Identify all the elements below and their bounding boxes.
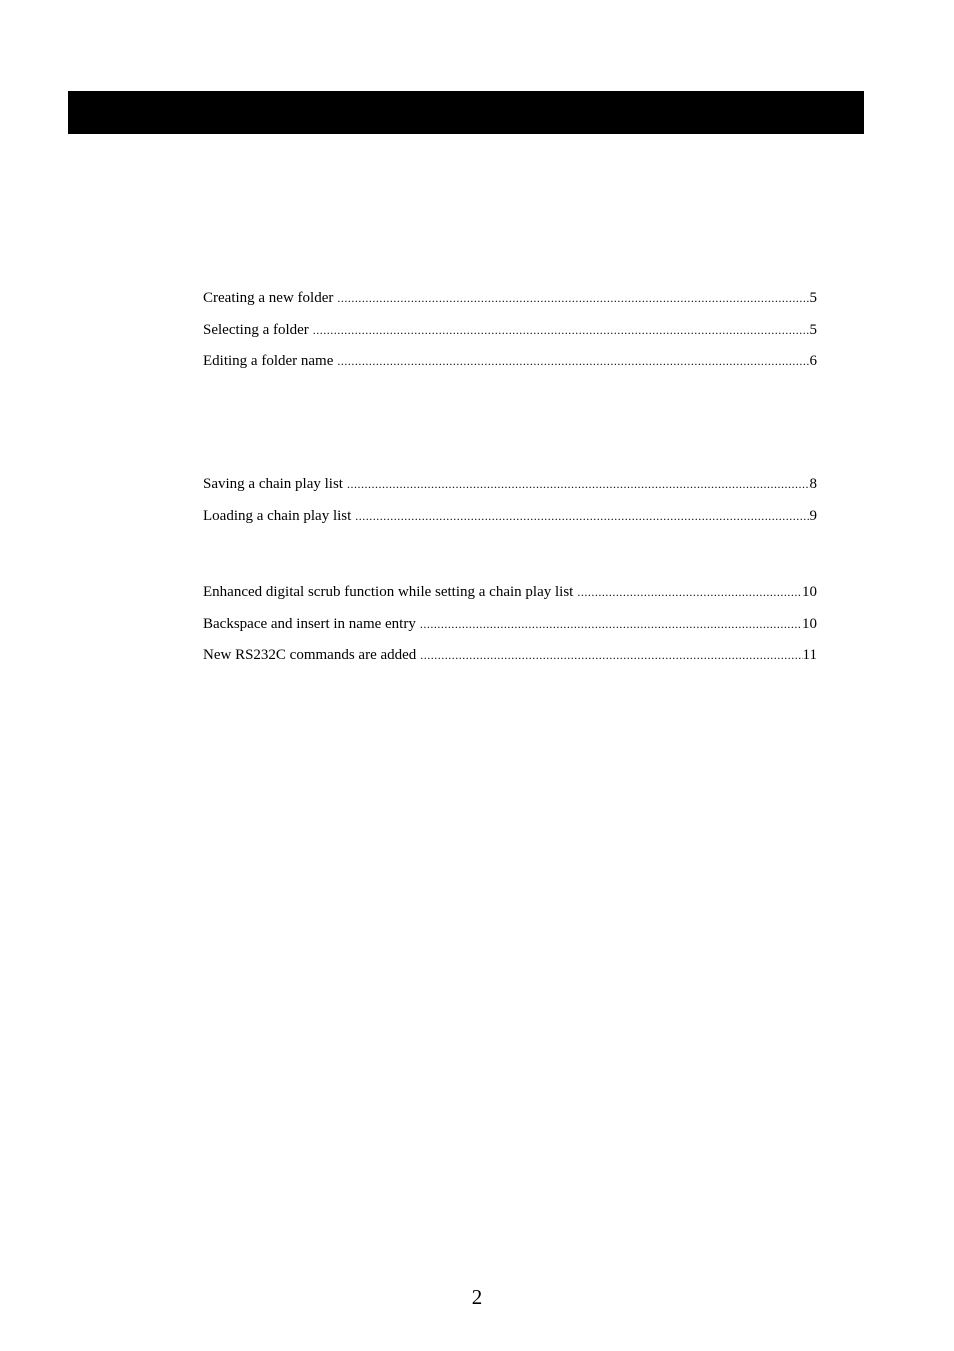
toc-entry[interactable] <box>203 319 817 351</box>
toc-entry-title: Editing a folder name <box>203 353 334 369</box>
toc-entry[interactable] <box>203 350 817 382</box>
toc-entry-title: New RS232C commands are added <box>203 647 417 663</box>
toc-entry[interactable] <box>203 505 817 537</box>
toc-entry-page: 5 <box>809 321 817 338</box>
toc-group-folders <box>203 287 817 382</box>
toc-dot-leader <box>347 473 810 495</box>
page-number: 2 <box>471 1285 483 1309</box>
toc-dot-leader <box>313 319 810 341</box>
header-bar <box>68 91 864 134</box>
toc-dot-leader <box>337 350 809 372</box>
toc-entry-title: Creating a new folder <box>203 290 334 306</box>
toc-entry-title: Selecting a folder <box>203 321 309 338</box>
toc-entry[interactable] <box>203 613 817 645</box>
toc-entry-page: 10 <box>802 615 817 632</box>
toc-dot-leader <box>420 613 802 635</box>
toc-entry-title: Backspace and insert in name entry <box>203 615 416 632</box>
toc-dot-leader <box>577 581 802 603</box>
toc-entry-title: Enhanced digital scrub function while setting a chain play list <box>203 584 574 600</box>
toc-group-chain-play-list <box>203 473 817 536</box>
toc-entry[interactable] <box>203 581 817 613</box>
toc-entry-page: 11 <box>802 647 817 663</box>
toc-entry[interactable] <box>203 644 817 676</box>
toc-entry-page: 5 <box>809 290 817 306</box>
toc-entry-title: Saving a chain play list <box>203 476 343 492</box>
toc-entry-page: 6 <box>809 353 817 369</box>
toc-entry-title: Loading a chain play list <box>203 507 352 524</box>
toc-entry-page: 10 <box>802 584 817 600</box>
toc-dot-leader <box>420 644 802 666</box>
toc-entry[interactable] <box>203 473 817 505</box>
toc-entry-page: 8 <box>809 476 817 492</box>
toc-entry-page: 9 <box>809 507 817 524</box>
toc-dot-leader <box>337 287 809 309</box>
toc-entry[interactable] <box>203 287 817 319</box>
toc-dot-leader <box>355 505 809 527</box>
toc-group-other-functions <box>203 581 817 676</box>
